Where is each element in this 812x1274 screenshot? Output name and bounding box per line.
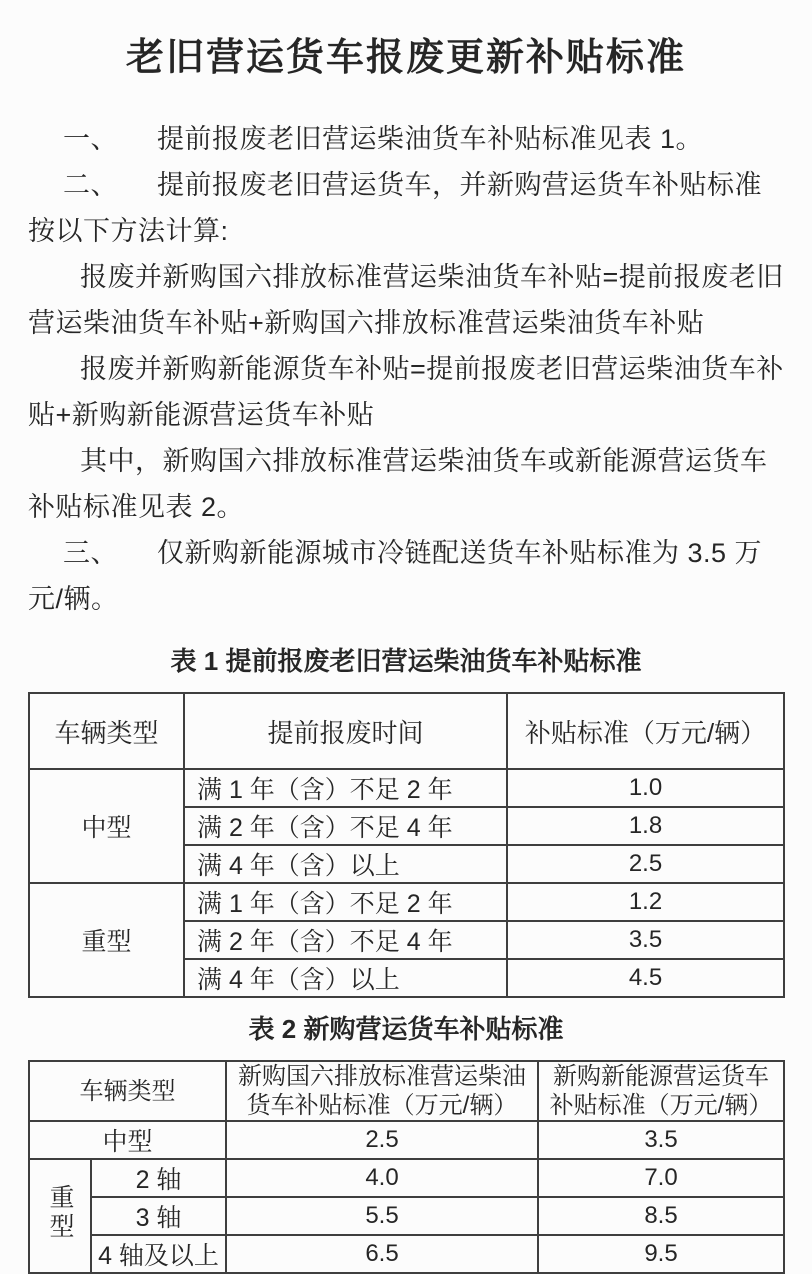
table2-caption: 表 2 新购营运货车补贴标准 xyxy=(248,1014,564,1044)
scrap-time-cell: 满 4 年（含）以上 xyxy=(184,959,507,997)
axle-type-cell: 4 轴及以上 xyxy=(91,1235,226,1273)
table2-new-purchase-subsidy xyxy=(28,1060,785,1274)
page-title: 老旧营运货车报废更新补贴标准 xyxy=(125,37,686,79)
table-row xyxy=(29,1159,784,1197)
paragraph: 其中，新购国六排放标准营运柴油货车或新能源营运货车补贴标准见表 2。 xyxy=(28,446,768,522)
table-row xyxy=(29,1235,784,1273)
axle-type-cell: 2 轴 xyxy=(91,1159,226,1197)
table-header-row xyxy=(29,1061,784,1121)
header-subsidy-standard: 补贴标准（万元/辆） xyxy=(507,693,784,769)
table-row xyxy=(29,1121,784,1159)
vertical-label: 重型 xyxy=(46,1183,74,1242)
subsidy-value-cell: 1.0 xyxy=(507,769,784,807)
scrap-time-cell: 满 1 年（含）不足 2 年 xyxy=(184,769,507,807)
diesel-subsidy-cell: 6.5 xyxy=(226,1235,538,1273)
vehicle-type-cell xyxy=(29,1159,91,1273)
list-number: 三、 xyxy=(63,538,118,568)
paragraph: 报废并新购新能源货车补贴=提前报废老旧营运柴油货车补贴+新购新能源营运货车补贴 xyxy=(28,354,784,430)
table-row xyxy=(29,1197,784,1235)
axle-type-cell: 3 轴 xyxy=(91,1197,226,1235)
ev-subsidy-cell: 3.5 xyxy=(538,1121,784,1159)
list-number: 一、 xyxy=(63,124,118,154)
vehicle-type-cell: 重型 xyxy=(29,883,184,997)
paragraph: 报废并新购国六排放标准营运柴油货车补贴=提前报废老旧营运柴油货车补贴+新购国六排放标准营运柴油货车补贴 xyxy=(28,262,784,338)
vehicle-type-cell: 中型 xyxy=(29,1121,226,1159)
table-header-row xyxy=(29,693,784,769)
list-text: 提前报废老旧营运柴油货车补贴标准见表 1。 xyxy=(157,124,704,154)
diesel-subsidy-cell: 5.5 xyxy=(226,1197,538,1235)
paragraph-block xyxy=(28,116,784,622)
subsidy-value-cell: 4.5 xyxy=(507,959,784,997)
header-scrap-time: 提前报废时间 xyxy=(184,693,507,769)
header-ev-subsidy: 新购新能源营运货车补贴标准（万元/辆） xyxy=(538,1061,784,1121)
ev-subsidy-cell: 9.5 xyxy=(538,1235,784,1273)
list-text: 提前报废老旧营运货车，并新购营运货车补贴标准按以下方法计算: xyxy=(28,170,762,246)
subsidy-value-cell: 1.8 xyxy=(507,807,784,845)
scrap-time-cell: 满 2 年（含）不足 4 年 xyxy=(184,807,507,845)
diesel-subsidy-cell: 2.5 xyxy=(226,1121,538,1159)
subsidy-value-cell: 2.5 xyxy=(507,845,784,883)
scrap-time-cell: 满 4 年（含）以上 xyxy=(184,845,507,883)
table-row xyxy=(29,769,784,807)
table1-caption: 表 1 提前报废老旧营运柴油货车补贴标准 xyxy=(170,646,642,676)
list-item-3 xyxy=(28,530,784,622)
subsidy-value-cell: 3.5 xyxy=(507,921,784,959)
header-diesel-subsidy: 新购国六排放标准营运柴油货车补贴标准（万元/辆） xyxy=(226,1061,538,1121)
header-vehicle-type: 车辆类型 xyxy=(29,693,184,769)
ev-subsidy-cell: 8.5 xyxy=(538,1197,784,1235)
table-row xyxy=(29,883,784,921)
header-vehicle-type: 车辆类型 xyxy=(29,1061,226,1121)
scrap-time-cell: 满 1 年（含）不足 2 年 xyxy=(184,883,507,921)
vehicle-type-cell: 中型 xyxy=(29,769,184,883)
list-text: 仅新购新能源城市冷链配送货车补贴标准为 3.5 万元/辆。 xyxy=(28,538,763,614)
diesel-subsidy-cell: 4.0 xyxy=(226,1159,538,1197)
subsidy-value-cell: 1.2 xyxy=(507,883,784,921)
ev-subsidy-cell: 7.0 xyxy=(538,1159,784,1197)
scrap-time-cell: 满 2 年（含）不足 4 年 xyxy=(184,921,507,959)
list-number: 二、 xyxy=(63,170,118,200)
list-item-2 xyxy=(28,162,784,254)
table1-scrappage-subsidy xyxy=(28,692,785,998)
list-item-1 xyxy=(28,116,784,162)
